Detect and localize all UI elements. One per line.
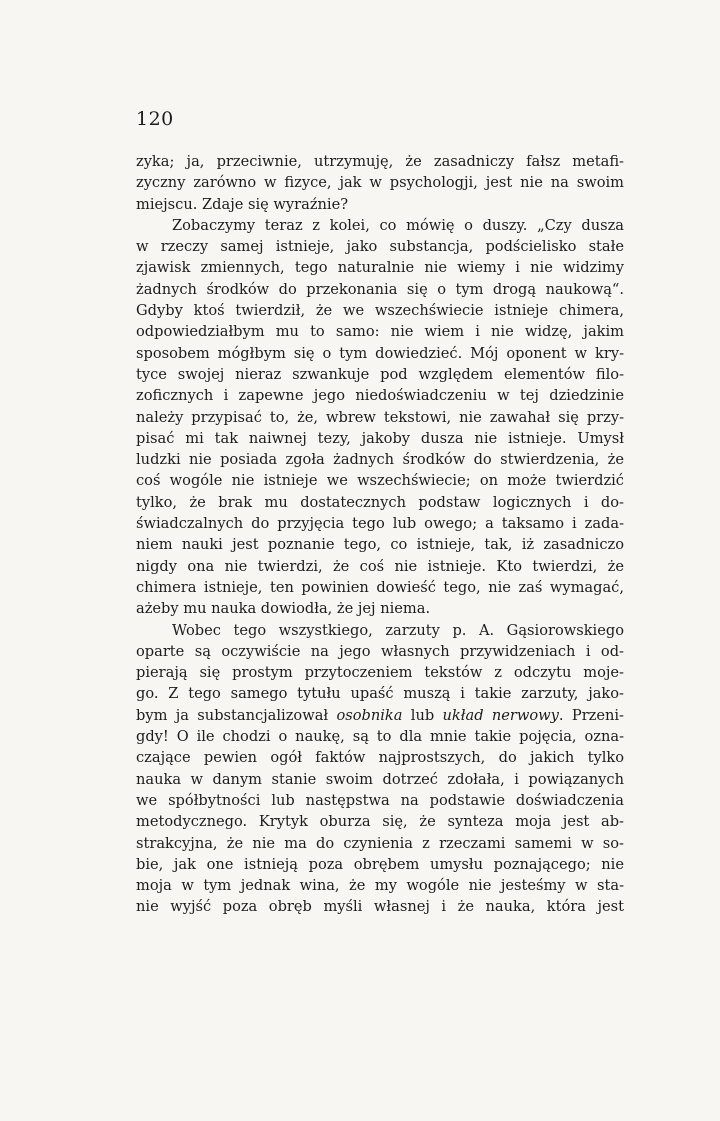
text-line: sposobem mógłbym się o tym dowiedzieć. Mój oponent w kry- bbox=[136, 344, 624, 362]
text-line: tyce swojej nieraz szwankuje pod względem elementów filo- bbox=[136, 365, 624, 383]
text-line: świadczalnych do przyjęcia tego lub owego; a taksamo i zada- bbox=[136, 515, 624, 533]
text-line: niem nauki jest poznanie tego, co istnieje, tak, iż zasadniczo bbox=[136, 536, 624, 554]
text-line: miejscu. Zdaje się wyraźnie? bbox=[136, 195, 349, 213]
text-line: gdy! O ile chodzi o naukę, są to dla mnie takie pojęcia, ozna- bbox=[136, 728, 624, 746]
text-line: czające pewien ogół faktów najprostszych, do jakich tylko bbox=[136, 749, 624, 767]
text-line: należy przypisać to, że, wbrew tekstowi, nie zawahał się przy- bbox=[136, 408, 624, 426]
text-line: nigdy ona nie twierdzi, że coś nie istnieje. Kto twierdzi, że bbox=[136, 557, 624, 575]
italic-term: układ nerwowy bbox=[442, 706, 559, 724]
text-segment: lub bbox=[402, 706, 443, 724]
text-line: zjawisk zmiennych, tego naturalnie nie wiemy i nie widzimy bbox=[136, 259, 624, 277]
text-segment: . Przeni- bbox=[558, 706, 624, 724]
text-line: coś wogóle nie istnieje we wszechświecie; on może twierdzić bbox=[136, 472, 624, 490]
text-line: pisać mi tak naiwnej tezy, jakoby dusza nie istnieje. Umysł bbox=[136, 429, 624, 447]
text-line: bie, jak one istnieją poza obrębem umysłu poznającego; nie bbox=[136, 855, 624, 873]
text-line: ludzki nie posiada zgoła żadnych środków do stwierdzenia, że bbox=[136, 451, 624, 469]
text-line: nie wyjść poza obręb myśli własnej i że nauka, która jest bbox=[136, 898, 624, 916]
page-number: 120 bbox=[136, 108, 174, 130]
text-line: w rzeczy samej istnieje, jako substancja, podścielisko stałe bbox=[136, 238, 624, 256]
text-line: zyczny zarówno w fizyce, jak w psychologji, jest nie na swoim bbox=[136, 174, 624, 192]
text-line bbox=[136, 705, 624, 726]
text-line: Zobaczymy teraz z kolei, co mówię o duszy. „Czy dusza bbox=[172, 216, 624, 234]
text-line: oparte są oczywiście na jego własnych przywidzeniach i od- bbox=[136, 642, 624, 660]
text-segment: bym ja substancjalizował bbox=[136, 706, 337, 724]
text-line: tylko, że brak mu dostatecznych podstaw logicznych i do- bbox=[136, 493, 624, 511]
text-line: zoficznych i zapewne jego niedoświadczeniu w tej dziedzinie bbox=[136, 387, 624, 405]
text-line: chimera istnieje, ten powinien dowieść tego, nie zaś wymagać, bbox=[136, 578, 624, 596]
body-text bbox=[136, 151, 624, 918]
text-line: odpowiedziałbym mu to samo: nie wiem i nie widzę, jakim bbox=[136, 323, 624, 341]
text-line: nauka w danym stanie swoim dotrzeć zdołała, i powiązanych bbox=[136, 770, 624, 788]
italic-term: osobnika bbox=[336, 706, 403, 724]
text-line: metodycznego. Krytyk oburza się, że synteza moja jest ab- bbox=[136, 813, 624, 831]
text-line: żadnych środków do przekonania się o tym drogą naukową“. bbox=[136, 280, 624, 298]
text-line: we spółbytności lub następstwa na podstawie doświadczenia bbox=[136, 791, 624, 809]
text-line: zyka; ja, przeciwnie, utrzymuję, że zasadniczy fałsz metafi- bbox=[136, 153, 624, 170]
text-line: ażeby mu nauka dowiodła, że jej niema. bbox=[136, 600, 431, 618]
text-line: go. Z tego samego tytułu upaść muszą i takie zarzuty, jako- bbox=[136, 685, 624, 703]
text-line: pierają się prostym przytoczeniem tekstów z odczytu moje- bbox=[136, 664, 624, 682]
text-line: strakcyjna, że nie ma do czynienia z rzeczami samemi w so- bbox=[136, 834, 624, 852]
text-line: Gdyby ktoś twierdził, że we wszechświecie istnieje chimera, bbox=[136, 302, 624, 320]
text-line: Wobec tego wszystkiego, zarzuty p. A. Gąsiorowskiego bbox=[172, 621, 624, 639]
text-line: moja w tym jednak wina, że my wogóle nie jesteśmy w sta- bbox=[136, 877, 624, 895]
